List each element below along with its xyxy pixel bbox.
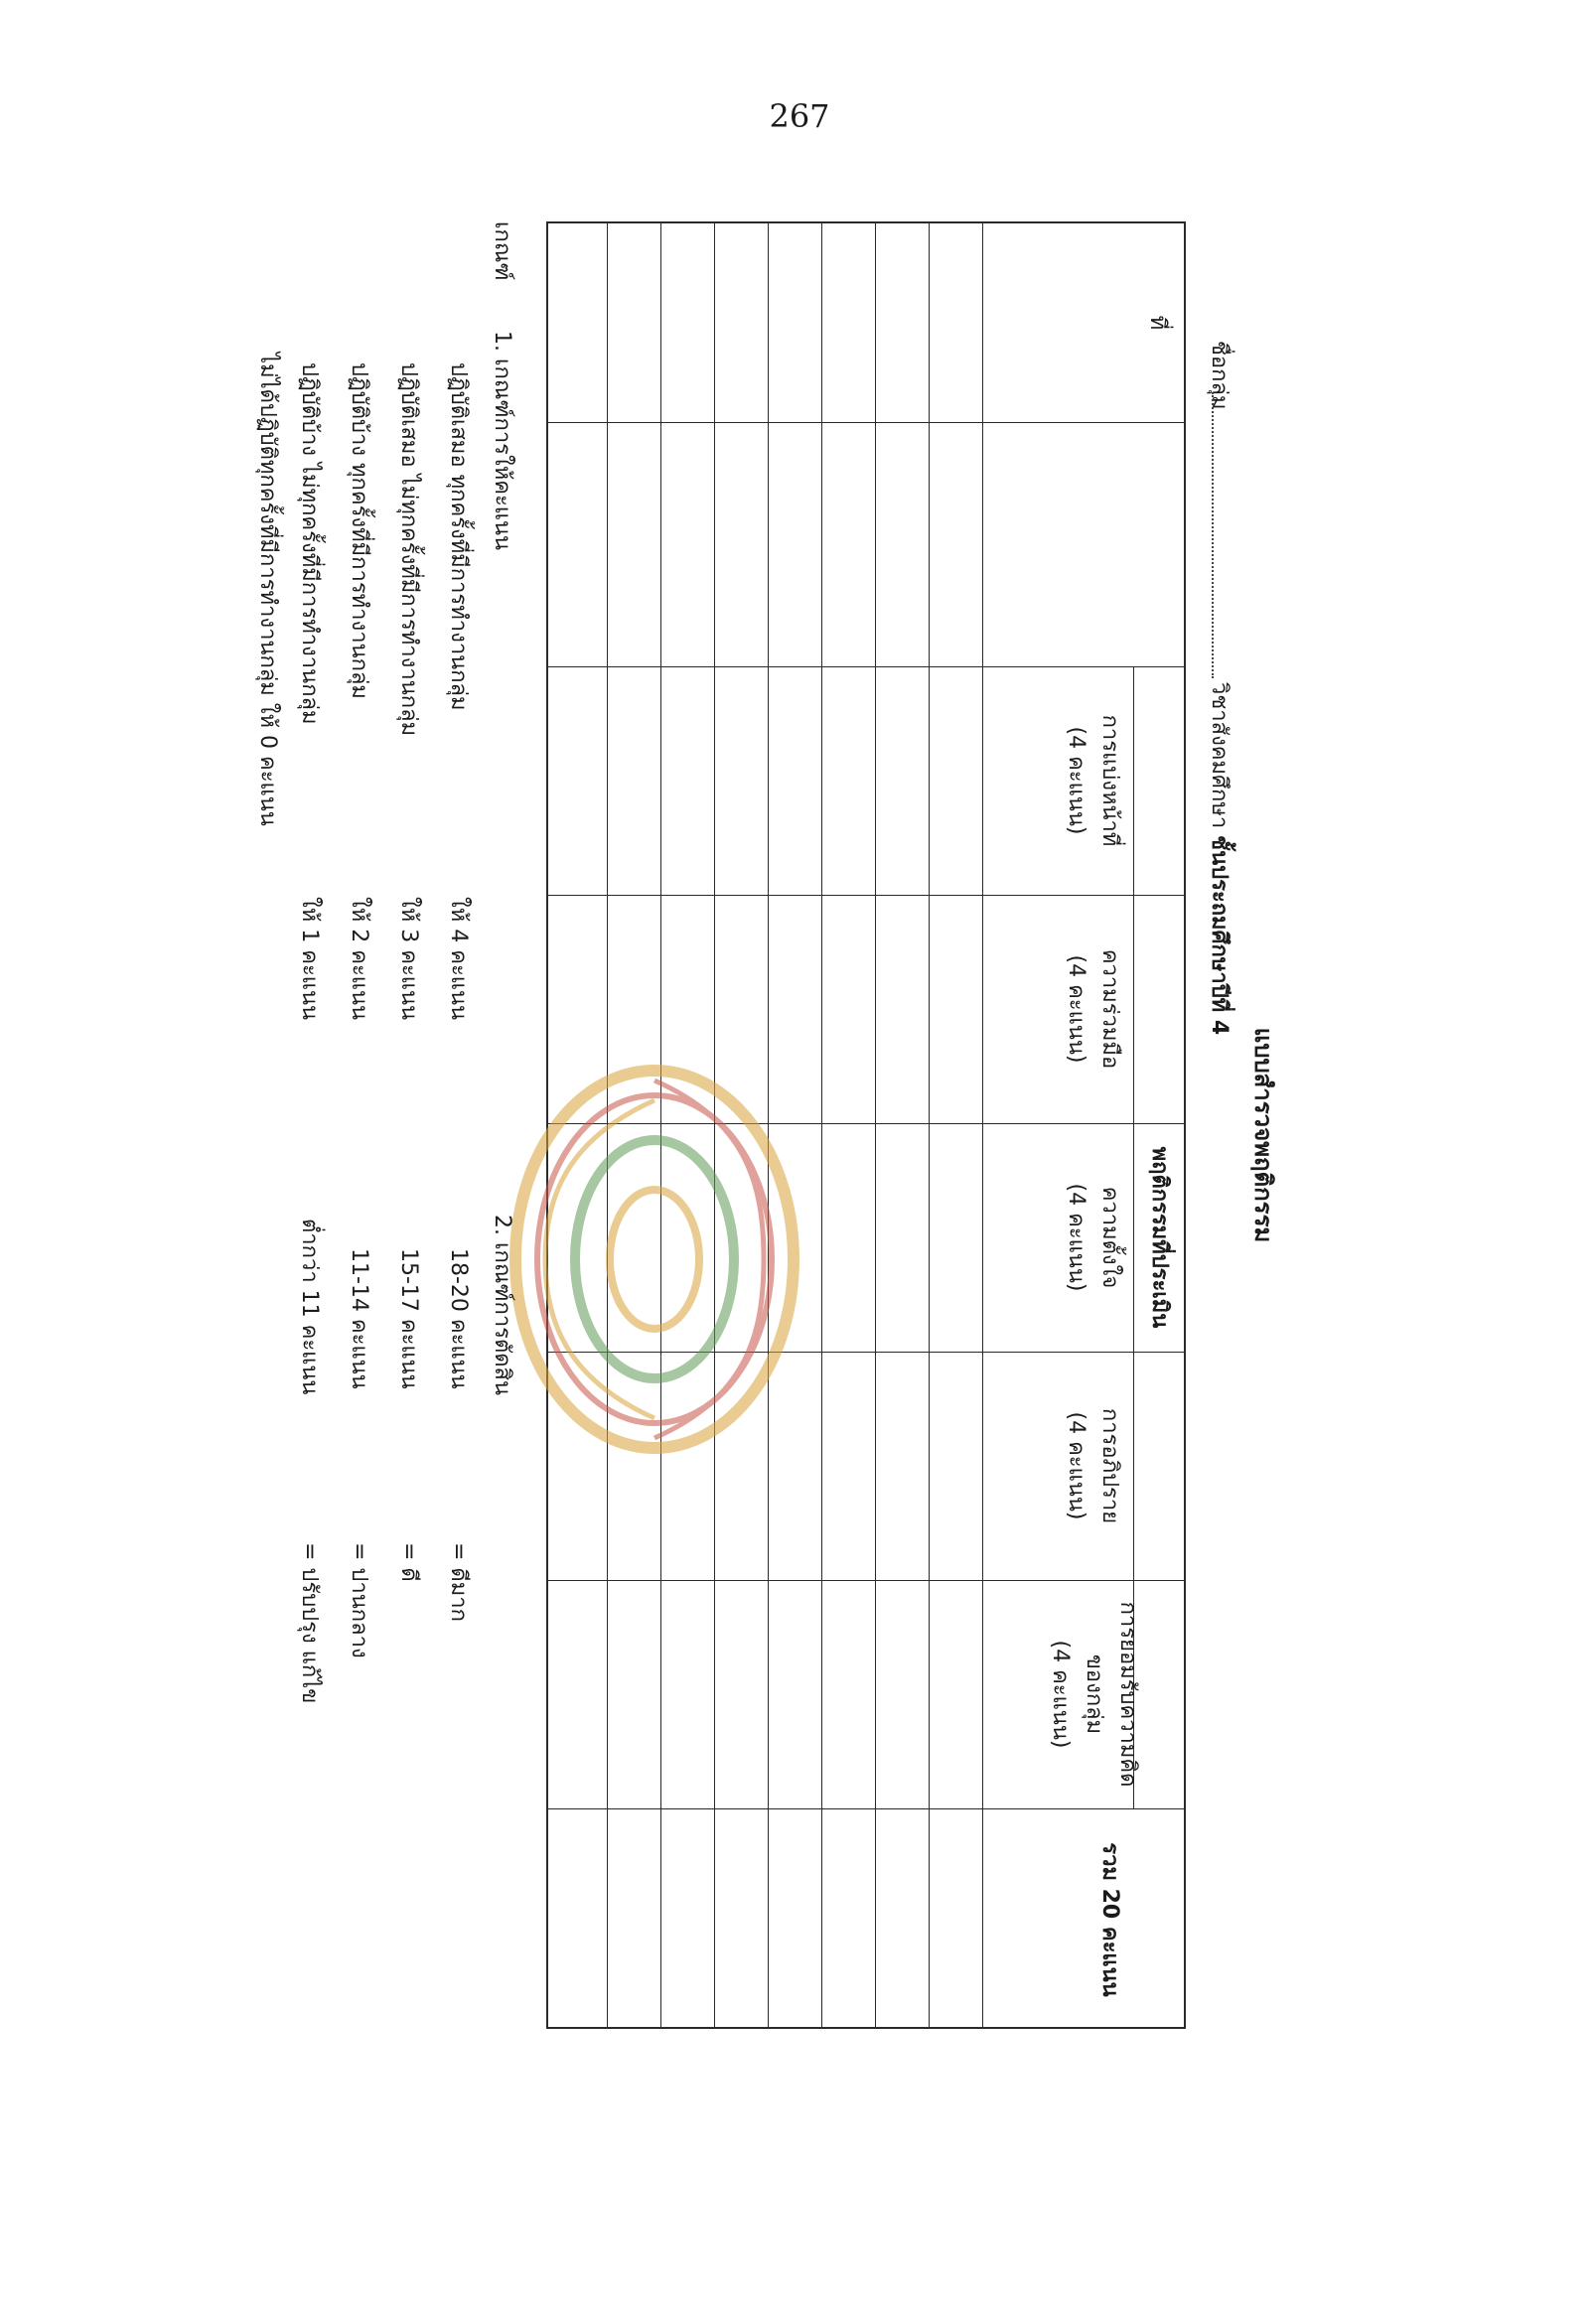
col-index-header: ที่ bbox=[1145, 315, 1170, 331]
subject-line bbox=[1203, 682, 1237, 1035]
form-subtitle bbox=[1202, 341, 1237, 1930]
judging-range: 11-14 คะแนน bbox=[347, 1248, 371, 1389]
col-label: ความตั้งใจ bbox=[1097, 1186, 1122, 1289]
scoring-behavior: ปฏิบัติบ้าง ไม่ทุกครั้งที่มีการทำงานกลุ่ม bbox=[297, 362, 322, 725]
scoring-last-line: ไม่ได้ปฏิบัติทุกครั้งที่มีการทำงานกลุ่ม ให้ 0 คะแนน bbox=[255, 353, 280, 826]
scoring-criteria bbox=[232, 331, 520, 1205]
col-label: ความร่วมมือ bbox=[1097, 948, 1122, 1070]
scoring-row bbox=[392, 362, 427, 736]
col-points: (4 คะแนน) bbox=[1064, 726, 1088, 835]
form-title: แบบสำรวจพฤติกรรม bbox=[1249, 1027, 1277, 1243]
scoring-score: ให้ 3 คะแนน bbox=[396, 897, 421, 1021]
col-header-duty-sharing bbox=[1059, 666, 1126, 895]
rotated-form-sheet bbox=[232, 221, 1295, 2049]
behaviors-header: พฤติกรรมที่ประเมิน bbox=[1147, 1146, 1172, 1329]
group-name-label: ชื่อกลุ่ม bbox=[1207, 341, 1232, 410]
scoring-row bbox=[343, 362, 377, 699]
judging-heading: 2. เกณฑ์การตัดสิน bbox=[490, 1215, 514, 1396]
scoring-behavior: ปฏิบัติเสมอ ทุกครั้งที่มีการทำงานกลุ่ม bbox=[446, 362, 471, 711]
subject-name: วิชาสังคมศึกษา bbox=[1207, 682, 1232, 829]
col-header-attention bbox=[1059, 1123, 1126, 1352]
scoring-score: ให้ 2 คะแนน bbox=[347, 897, 371, 1021]
scoring-row bbox=[293, 362, 328, 725]
col-header-discussion bbox=[1059, 1352, 1126, 1580]
judging-level: = ดี bbox=[396, 1542, 421, 1582]
col-points: (4 คะแนน) bbox=[1048, 1640, 1073, 1749]
col-label: การอภิปราย bbox=[1097, 1407, 1122, 1524]
scoring-behavior: ปฏิบัติบ้าง ทุกครั้งที่มีการทำงานกลุ่ม bbox=[347, 362, 371, 699]
scoring-row bbox=[442, 362, 477, 711]
col-label: การยอมรับความคิด bbox=[1115, 1601, 1140, 1788]
criteria-label: เกณฑ์ bbox=[490, 221, 514, 281]
total-header: รวม 20 คะแนน bbox=[1097, 1842, 1122, 1997]
judging-level: = ปรับปรุง แก้ไข bbox=[297, 1542, 322, 1704]
judging-level: = ปานกลาง bbox=[347, 1542, 371, 1658]
col-label-line2: ของกลุ่ม bbox=[1082, 1654, 1106, 1735]
judging-level: = ดีมาก bbox=[446, 1542, 471, 1622]
judging-range: 18-20 คะแนน bbox=[446, 1248, 471, 1389]
col-label: การแบ่งหน้าที่ bbox=[1097, 714, 1122, 847]
col-header-cooperation bbox=[1059, 895, 1126, 1123]
judging-range: 15-17 คะแนน bbox=[396, 1248, 421, 1389]
judging-range: ต่ำกว่า 11 คะแนน bbox=[297, 1219, 322, 1395]
page-number: 267 bbox=[769, 97, 830, 135]
scoring-score: ให้ 1 คะแนน bbox=[297, 897, 322, 1021]
scoring-heading: 1. เกณฑ์การให้คะแนน bbox=[490, 331, 514, 551]
group-name-blank bbox=[1212, 392, 1214, 678]
col-points: (4 คะแนน) bbox=[1064, 954, 1088, 1064]
scoring-score: ให้ 4 คะแนน bbox=[446, 897, 471, 1021]
judging-criteria bbox=[232, 1215, 520, 1910]
col-points: (4 คะแนน) bbox=[1064, 1411, 1088, 1520]
grade-level: ชั้นประถมศึกษาปีที่ 4 bbox=[1207, 835, 1232, 1036]
col-points: (4 คะแนน) bbox=[1064, 1183, 1088, 1292]
col-header-acceptance bbox=[1043, 1580, 1144, 1808]
office-seal-watermark bbox=[506, 1061, 803, 1458]
scoring-behavior: ปฏิบัติเสมอ ไม่ทุกครั้งที่มีการทำงานกลุ่ม bbox=[396, 362, 421, 737]
